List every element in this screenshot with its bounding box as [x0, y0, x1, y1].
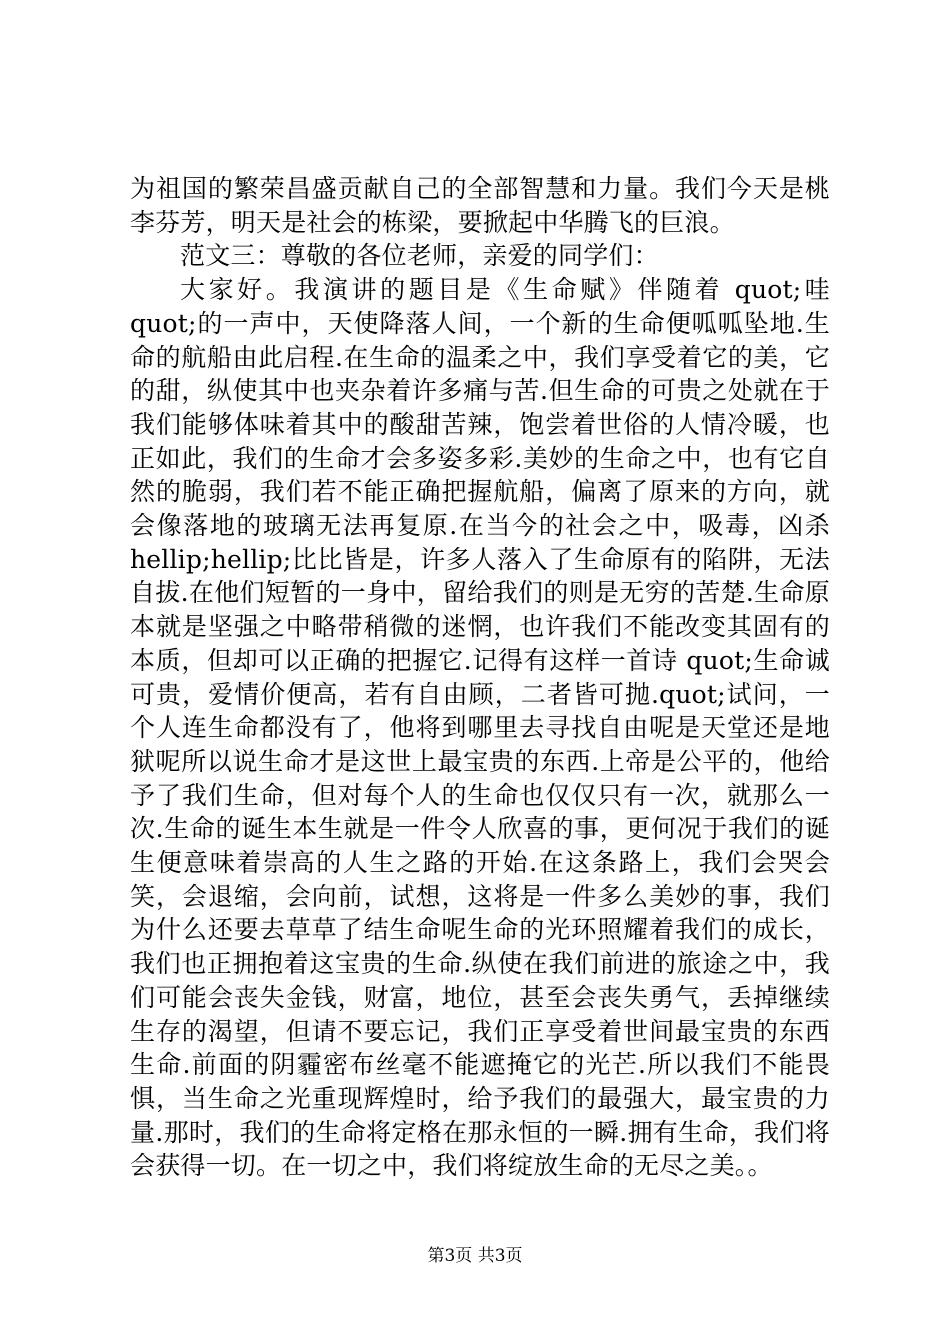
- paragraph-heading-fanwen-three: 范文三：尊敬的各位老师，亲爱的同学们：: [180, 241, 659, 271]
- document-body: [130, 172, 830, 1183]
- paragraph-speech-body: 大家好。我演讲的题目是《生命赋》伴随着 quot;哇 quot;的一声中，天使降落人间，一个新的生命便呱呱坠地.生命的航船由此启程.在生命的温柔之中，我们享受着它的美，它的甜，纵使其中也夹杂着许多痛与苦.但生命的可贵之处就在于我们能够体味着其中的酸甜苦辣，饱尝着世俗的人情冷暖，也正如此，我们的生命才会多姿多彩.美妙的生命之中，也有它自然的脆弱，我们若不能正确把握航船，偏离了原来的方向，就会像落地的玻璃无法再复原.在当今的社会之中，吸毒，凶杀 hellip;hellip;比比皆是，许多人落入了生命原有的陷阱，无法自拔.在他们短暂的一身中，留给我们的则是无穷的苦楚.生命原本就是坚强之中略带稍微的迷惘，也许我们不能改变其固有的本质，但却可以正确的把握它.记得有这样一首诗 quot;生命诚可贵，爱情价便高，若有自由顾，二者皆可抛.quot;试问，一个人连生命都没有了，他将到哪里去寻找自由呢是天堂还是地狱呢所以说生命才是这世上最宝贵的东西.上帝是公平的，他给予了我们生命，但对每个人的生命也仅仅只有一次，就那么一次.生命的诞生本生就是一件令人欣喜的事，更何况于我们的诞生便意味着崇高的人生之路的开始.在这条路上，我们会哭会笑，会退缩，会向前，试想，这将是一件多么美妙的事，我们为什么还要去草草了结生命呢生命的光环照耀着我们的成长，我们也正拥抱着这宝贵的生命.纵使在我们前进的旅途之中，我们可能会丧失金钱，财富，地位，甚至会丧失勇气，丢掉继续生存的渴望，但请不要忘记，我们正享受着世间最宝贵的东西生命.前面的阴霾密布丝毫不能遮掩它的光芒.所以我们不能畏惧，当生命之光重现辉煌时，给予我们的最强大，最宝贵的力量.那时，我们的生命将定格在那永恒的一瞬.拥有生命，我们将会获得一切。在一切之中，我们将绽放生命的无尽之美。。: [130, 275, 830, 1181]
- paragraph-continuation: 为祖国的繁荣昌盛贡献自己的全部智慧和力量。我们今天是桃李芬芳，明天是社会的栋梁，要掀起中华腾飞的巨浪。: [130, 174, 830, 237]
- page-footer: 第3页 共3页: [427, 1246, 523, 1266]
